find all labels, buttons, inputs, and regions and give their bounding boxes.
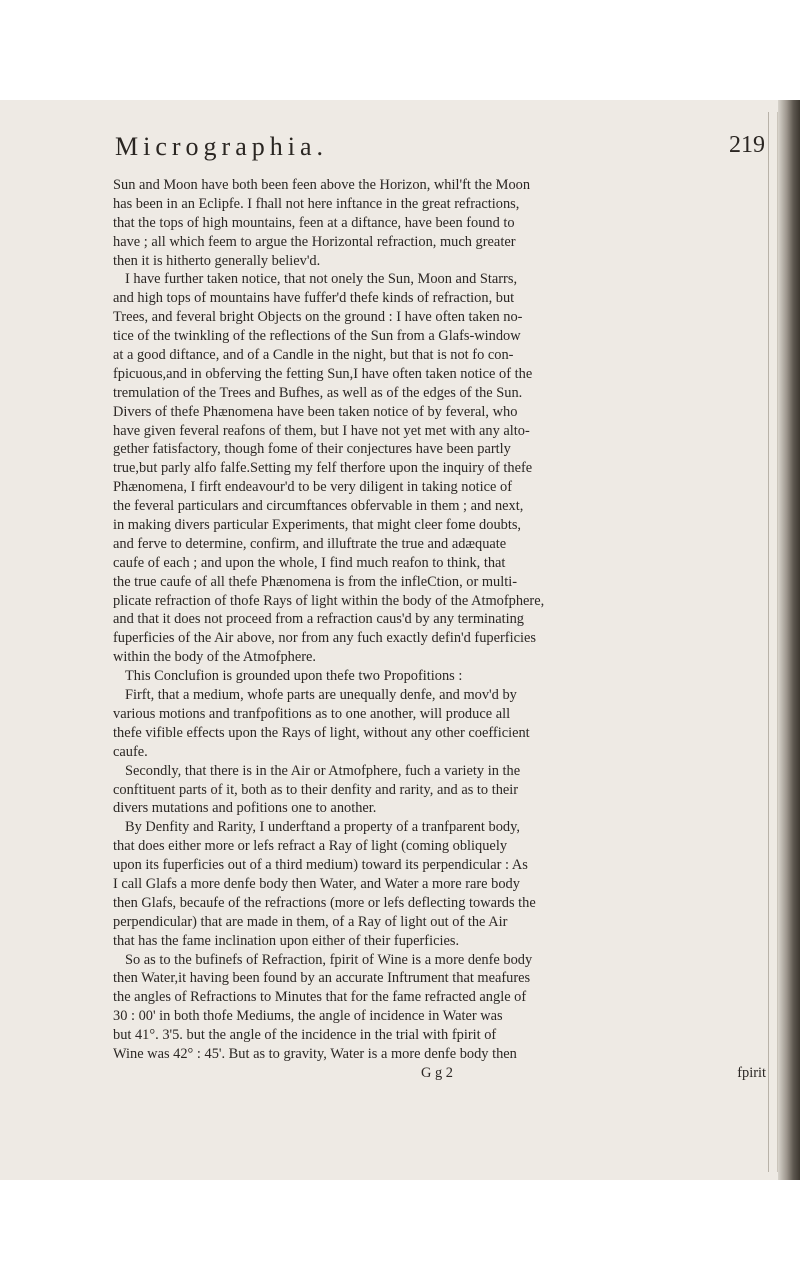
text-line: fpicuous,and in obferving the fetting Sun,I have often taken notice of the (113, 365, 533, 382)
text-line: Divers of thefe Phænomena have been taken notice of by feveral, who (113, 403, 518, 420)
text-line: tice of the twinkling of the reflections of the Sun from a Glafs-window (113, 328, 521, 345)
text-line: true,but parly alfo falfe.Setting my felf therfore upon the inquiry of thefe (113, 460, 533, 477)
text-line: in making divers particular Experiments, that might cleer fome doubts, (113, 517, 522, 534)
text-line: but 41°. 3'5. but the angle of the incidence in the trial with fpirit of (113, 1027, 497, 1044)
text-line: conftituent parts of it, both as to their denfity and rarity, and as to their (113, 781, 519, 798)
catchword: fpirit (737, 1064, 766, 1081)
signature-mark: G g 2 (421, 1064, 453, 1081)
text-line: that does either more or lefs refract a Ray of light (coming obliquely (113, 838, 508, 855)
text-line: and ferve to determine, confirm, and illuftrate the true and adæquate (113, 535, 507, 552)
text-line: within the body of the Atmofphere. (113, 649, 317, 666)
text-line: and high tops of mountains have fuffer'd thefe kinds of refraction, but (113, 290, 515, 307)
page-header (115, 132, 775, 172)
text-line: So as to the bufinefs of Refraction, fpirit of Wine is a more denfe body (125, 951, 533, 968)
book-binding-edge (778, 100, 800, 1180)
text-line: at a good diftance, and of a Candle in the night, but that is not fo con- (113, 347, 514, 364)
text-line: then Glafs, becaufe of the refractions (more or lefs deflecting towards the (113, 894, 536, 911)
text-line: the angles of Refractions to Minutes that for the fame refracted angle of (113, 989, 527, 1006)
text-line: that has the fame inclination upon either of their fuperficies. (113, 932, 460, 949)
text-line: then it is hitherto generally believ'd. (113, 252, 321, 269)
text-line: have given feveral reafons of them, but I have not yet met with any alto- (113, 422, 530, 439)
text-line: and that it does not proceed from a refraction caus'd by any terminating (113, 611, 524, 628)
text-line: I call Glafs a more denfe body then Water, and Water a more rare body (113, 875, 520, 892)
text-line: This Conclufion is grounded upon thefe two Propofitions : (125, 668, 463, 685)
text-line: gether fatisfactory, though fome of their conjectures have been partly (113, 441, 511, 458)
text-line: thefe vifible effects upon the Rays of light, without any other coefficient (113, 724, 530, 741)
page-number: 219 (729, 132, 765, 158)
text-line: has been in an Eclipfe. I fhall not here inftance in the great refractions, (113, 195, 520, 212)
text-line: Sun and Moon have both been feen above the Horizon, whil'ft the Moon (113, 177, 531, 193)
text-line: By Denfity and Rarity, I underftand a property of a tranfparent body, (125, 819, 520, 836)
text-line: I have further taken notice, that not onely the Sun, Moon and Starrs, (125, 271, 518, 288)
text-line: 30 : 00' in both thofe Mediums, the angle of incidence in Water was (113, 1008, 503, 1025)
body-text (113, 176, 770, 1083)
text-line: Trees, and feveral bright Objects on the ground : I have often taken no- (113, 309, 523, 326)
text-line: the feveral particulars and circumftances obfervable in them ; and next, (113, 498, 524, 515)
text-line: perpendicular) that are made in them, of a Ray of light out of the Air (113, 913, 508, 930)
text-line: upon its fuperficies out of a third medium) toward its perpendicular : As (113, 857, 528, 874)
text-line: then Water,it having been found by an accurate Inftrument that meafures (113, 970, 531, 987)
text-line: caufe of each ; and upon the whole, I find much reafon to think, that (113, 554, 506, 571)
running-title: Micrographia. (115, 132, 329, 161)
text-line: Wine was 42° : 45'. But as to gravity, Water is a more denfe body then (113, 1045, 517, 1062)
text-line: Phænomena, I firft endeavour'd to be very diligent in taking notice of (113, 479, 513, 496)
text-line: Secondly, that there is in the Air or Atmofphere, fuch a variety in the (125, 762, 521, 779)
text-line: tremulation of the Trees and Bufhes, as well as of the edges of the Sun. (113, 384, 523, 401)
text-line: Firft, that a medium, whofe parts are unequally denfe, and mov'd by (125, 687, 517, 704)
text-line: divers mutations and pofitions one to another. (113, 800, 377, 817)
text-line: have ; all which feem to argue the Horizontal refraction, much greater (113, 233, 516, 250)
text-line: various motions and tranfpofitions as to one another, will produce all (113, 705, 511, 722)
text-line: that the tops of high mountains, feen at a diftance, have been found to (113, 214, 515, 231)
page-footer (113, 1064, 770, 1083)
text-line: fuperficies of the Air above, nor from any fuch exactly defin'd fuperficies (113, 630, 536, 647)
text-line: caufe. (113, 743, 148, 760)
text-line: the true caufe of all thefe Phænomena is from the infleCtion, or multi- (113, 573, 518, 590)
text-line: plicate refraction of thofe Rays of light within the body of the Atmofphere, (113, 592, 545, 609)
